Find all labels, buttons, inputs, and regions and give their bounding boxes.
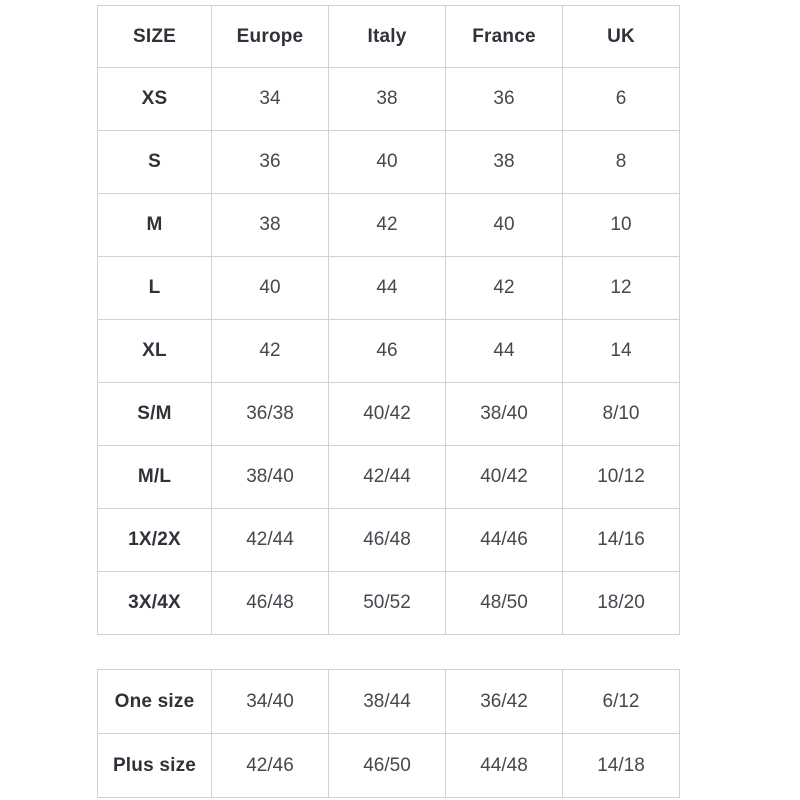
value-cell: 44/46 — [446, 509, 563, 572]
value-cell: 42 — [212, 320, 329, 383]
value-cell: 50/52 — [329, 572, 446, 635]
value-cell: 6/12 — [563, 670, 680, 734]
value-cell: 34/40 — [212, 670, 329, 734]
value-cell: 36/42 — [446, 670, 563, 734]
table-row-l — [98, 257, 680, 320]
value-cell: 44 — [446, 320, 563, 383]
special-sizes-body — [98, 670, 680, 798]
table-row-xl — [98, 320, 680, 383]
table-row-m — [98, 194, 680, 257]
value-cell: 14/16 — [563, 509, 680, 572]
value-cell: 42 — [446, 257, 563, 320]
value-cell: 10 — [563, 194, 680, 257]
value-cell: 46/48 — [212, 572, 329, 635]
value-cell: 34 — [212, 68, 329, 131]
size-cell: One size — [98, 670, 212, 734]
value-cell: 14 — [563, 320, 680, 383]
value-cell: 38 — [329, 68, 446, 131]
value-cell: 8/10 — [563, 383, 680, 446]
value-cell: 38/44 — [329, 670, 446, 734]
table-row-ml — [98, 446, 680, 509]
value-cell: 36/38 — [212, 383, 329, 446]
value-cell: 44 — [329, 257, 446, 320]
header-cell-italy: Italy — [329, 6, 446, 68]
header-cell-uk: UK — [563, 6, 680, 68]
value-cell: 18/20 — [563, 572, 680, 635]
value-cell: 42 — [329, 194, 446, 257]
value-cell: 6 — [563, 68, 680, 131]
table-row-sm — [98, 383, 680, 446]
value-cell: 42/44 — [329, 446, 446, 509]
table-row-1x2x — [98, 509, 680, 572]
table-row-xs — [98, 68, 680, 131]
value-cell: 40 — [212, 257, 329, 320]
size-cell: Plus size — [98, 734, 212, 798]
table-row-one-size — [98, 670, 680, 734]
size-cell: 1X/2X — [98, 509, 212, 572]
value-cell: 42/46 — [212, 734, 329, 798]
table-row-plus-size — [98, 734, 680, 798]
value-cell: 38 — [212, 194, 329, 257]
size-cell: L — [98, 257, 212, 320]
value-cell: 46 — [329, 320, 446, 383]
size-conversion-table — [97, 5, 680, 635]
special-sizes-table — [97, 669, 680, 798]
value-cell: 38/40 — [446, 383, 563, 446]
value-cell: 46/48 — [329, 509, 446, 572]
value-cell: 38/40 — [212, 446, 329, 509]
header-cell-size: SIZE — [98, 6, 212, 68]
size-cell: S/M — [98, 383, 212, 446]
header-cell-europe: Europe — [212, 6, 329, 68]
value-cell: 46/50 — [329, 734, 446, 798]
table-gap — [97, 635, 800, 669]
value-cell: 36 — [446, 68, 563, 131]
value-cell: 14/18 — [563, 734, 680, 798]
value-cell: 40 — [446, 194, 563, 257]
size-cell: M — [98, 194, 212, 257]
value-cell: 42/44 — [212, 509, 329, 572]
value-cell: 10/12 — [563, 446, 680, 509]
table-row-s — [98, 131, 680, 194]
value-cell: 40 — [329, 131, 446, 194]
size-table-body — [98, 68, 680, 635]
size-table-header — [98, 6, 680, 68]
value-cell: 40/42 — [329, 383, 446, 446]
table-row-3x4x — [98, 572, 680, 635]
size-cell: XS — [98, 68, 212, 131]
value-cell: 38 — [446, 131, 563, 194]
size-cell: M/L — [98, 446, 212, 509]
size-cell: XL — [98, 320, 212, 383]
value-cell: 44/48 — [446, 734, 563, 798]
size-cell: 3X/4X — [98, 572, 212, 635]
value-cell: 8 — [563, 131, 680, 194]
size-cell: S — [98, 131, 212, 194]
value-cell: 40/42 — [446, 446, 563, 509]
header-cell-france: France — [446, 6, 563, 68]
header-row — [98, 6, 680, 68]
value-cell: 36 — [212, 131, 329, 194]
value-cell: 48/50 — [446, 572, 563, 635]
value-cell: 12 — [563, 257, 680, 320]
